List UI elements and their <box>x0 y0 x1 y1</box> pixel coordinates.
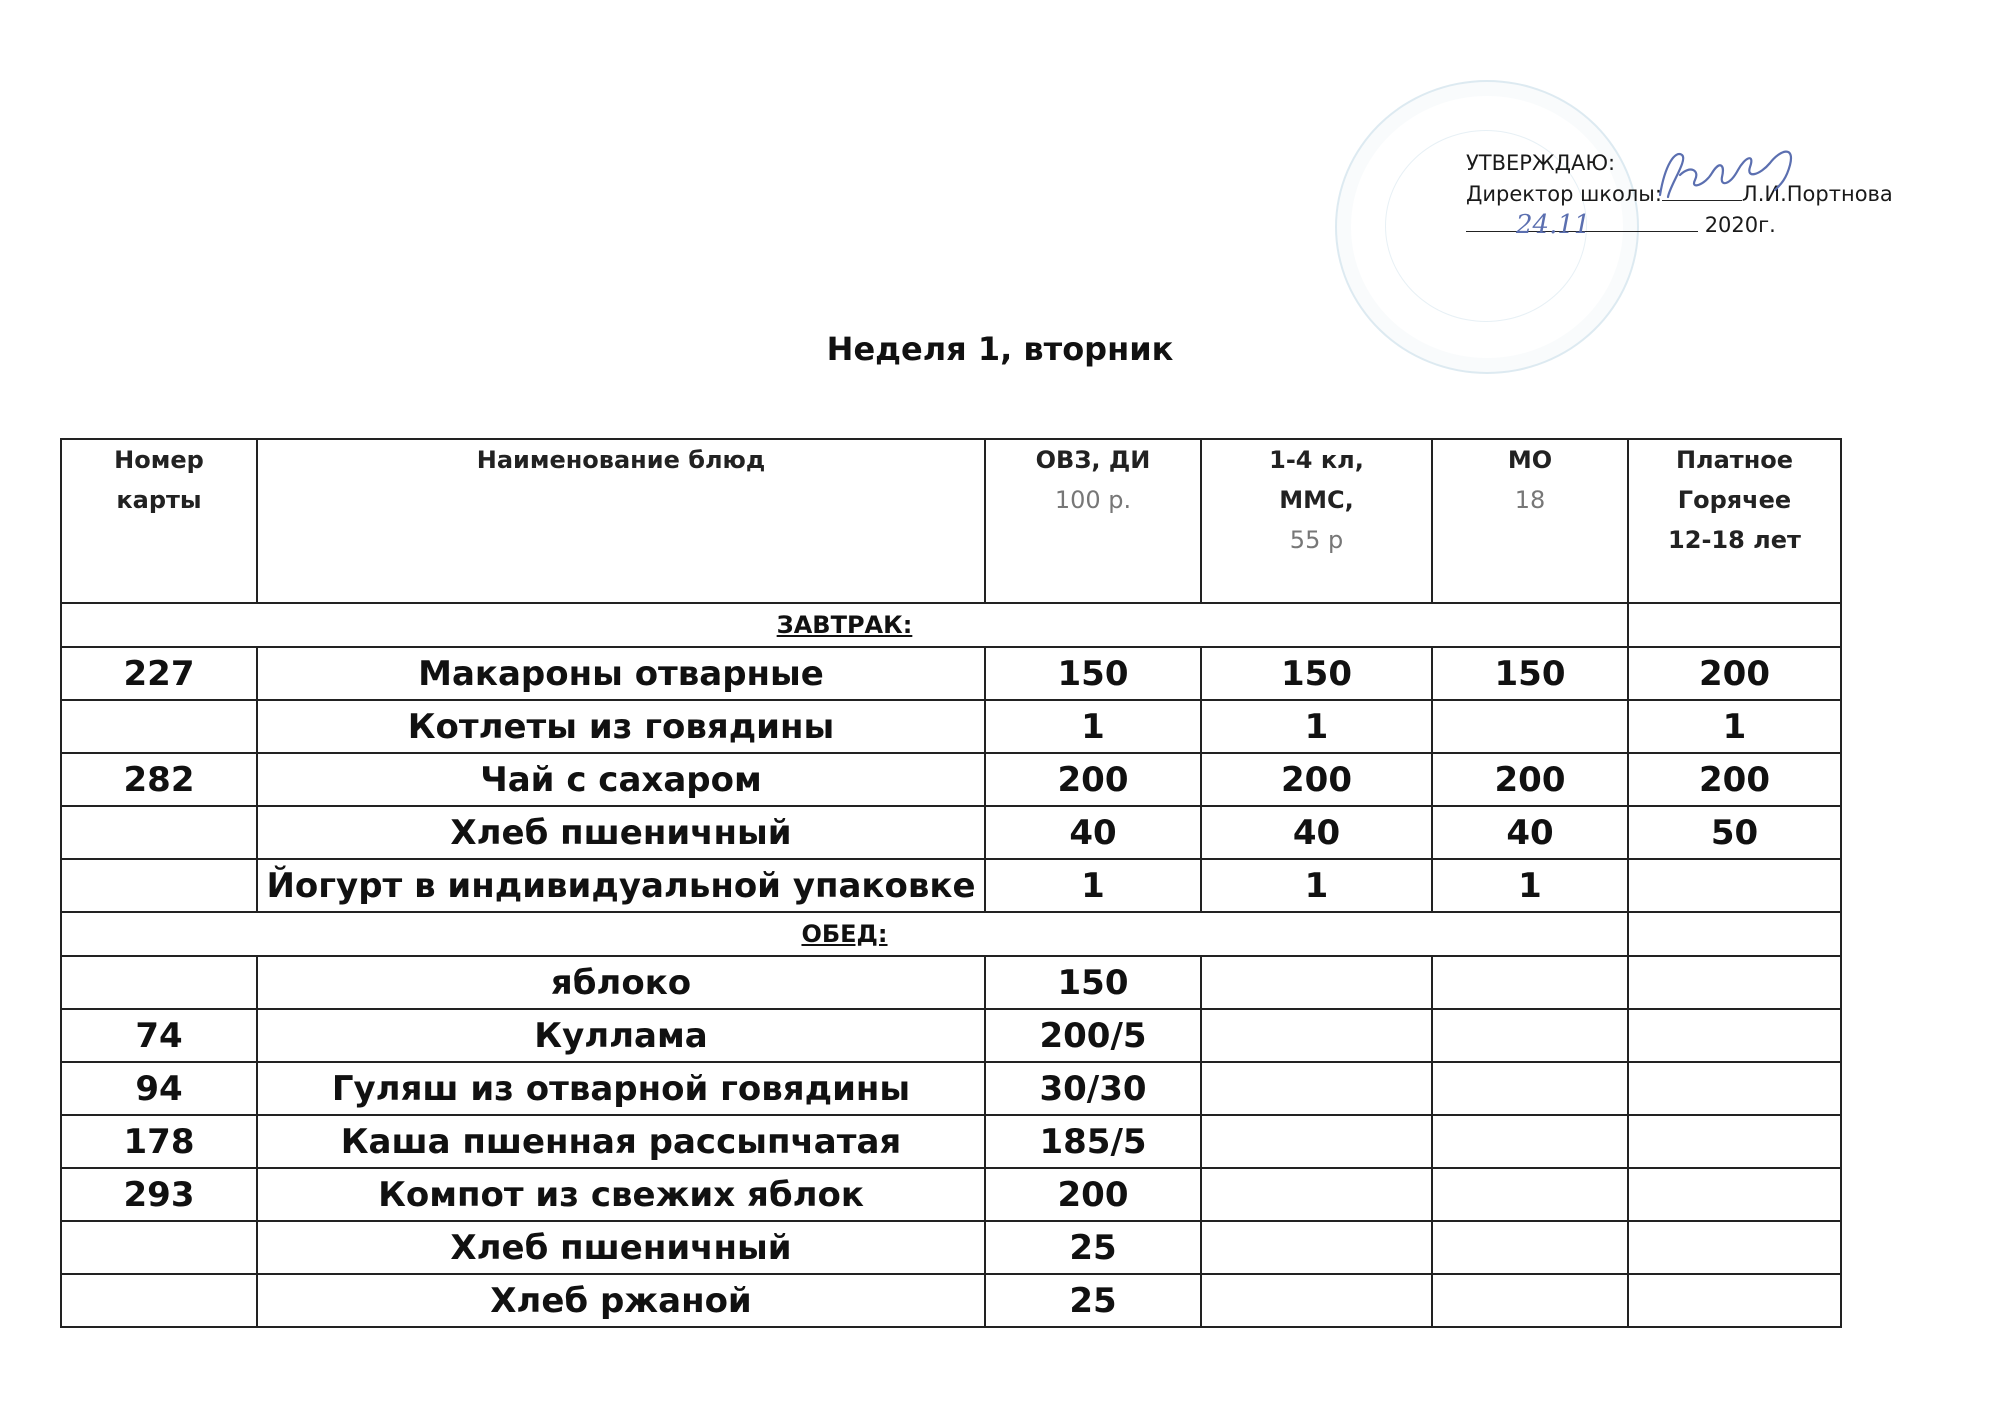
cell-name: Компот из свежих яблок <box>257 1168 985 1221</box>
cell-card <box>61 1221 257 1274</box>
cell-paid <box>1628 1009 1841 1062</box>
col-header-card: Номер карты <box>61 439 257 603</box>
cell-name: Каша пшенная рассыпчатая <box>257 1115 985 1168</box>
cell-mo <box>1432 1274 1628 1327</box>
cell-card <box>61 859 257 912</box>
col-header-paid: Платное Горячее 12-18 лет <box>1628 439 1841 603</box>
cell-mo <box>1432 1221 1628 1274</box>
cell-paid <box>1628 1221 1841 1274</box>
cell-card: 227 <box>61 647 257 700</box>
cell-name: Хлеб ржаной <box>257 1274 985 1327</box>
cell-mo: 1 <box>1432 859 1628 912</box>
cell-kl <box>1201 1221 1432 1274</box>
table-row <box>61 859 1841 912</box>
director-label: Директор школы: <box>1466 182 1662 206</box>
cell-kl <box>1201 1062 1432 1115</box>
section-row <box>61 912 1841 956</box>
cell-ovz: 25 <box>985 1221 1201 1274</box>
cell-kl: 40 <box>1201 806 1432 859</box>
col-header-mo: МО 18 <box>1432 439 1628 603</box>
cell-ovz: 150 <box>985 647 1201 700</box>
cell-paid <box>1628 1274 1841 1327</box>
cell-kl: 1 <box>1201 700 1432 753</box>
col-header-name: Наименование блюд <box>257 439 985 603</box>
cell-card: 74 <box>61 1009 257 1062</box>
col-header-kl: 1-4 кл, ММС, 55 р <box>1201 439 1432 603</box>
cell-name: Котлеты из говядины <box>257 700 985 753</box>
cell-name: Макароны отварные <box>257 647 985 700</box>
section-title: ОБЕД: <box>801 920 888 948</box>
cell-kl <box>1201 1168 1432 1221</box>
cell-mo: 150 <box>1432 647 1628 700</box>
cell-name: Чай с сахаром <box>257 753 985 806</box>
signature-image <box>1630 135 1830 215</box>
section-empty-cell <box>1628 603 1841 647</box>
cell-kl <box>1201 956 1432 1009</box>
table-row <box>61 1168 1841 1221</box>
cell-paid: 200 <box>1628 647 1841 700</box>
cell-paid: 200 <box>1628 753 1841 806</box>
cell-card: 293 <box>61 1168 257 1221</box>
cell-paid <box>1628 859 1841 912</box>
page-title: Неделя 1, вторник <box>826 330 1174 368</box>
cell-kl <box>1201 1009 1432 1062</box>
cell-ovz: 30/30 <box>985 1062 1201 1115</box>
cell-mo <box>1432 1062 1628 1115</box>
cell-card <box>61 956 257 1009</box>
cell-kl <box>1201 1115 1432 1168</box>
section-title-cell <box>61 603 1628 647</box>
cell-name: Хлеб пшеничный <box>257 1221 985 1274</box>
section-title-cell <box>61 912 1628 956</box>
cell-name: Хлеб пшеничный <box>257 806 985 859</box>
cell-name: Йогурт в индивидуальной упаковке <box>257 859 985 912</box>
table-row <box>61 956 1841 1009</box>
cell-mo <box>1432 1168 1628 1221</box>
cell-kl: 1 <box>1201 859 1432 912</box>
cell-card <box>61 1274 257 1327</box>
section-row <box>61 603 1841 647</box>
cell-paid: 1 <box>1628 700 1841 753</box>
cell-ovz: 200 <box>985 1168 1201 1221</box>
cell-ovz: 1 <box>985 859 1201 912</box>
table-row <box>61 1115 1841 1168</box>
table-header-row <box>61 439 1841 603</box>
cell-card <box>61 700 257 753</box>
table-row <box>61 647 1841 700</box>
cell-ovz: 150 <box>985 956 1201 1009</box>
approval-heading: УТВЕРЖДАЮ: <box>1466 151 1616 175</box>
cell-name: Куллама <box>257 1009 985 1062</box>
cell-mo <box>1432 1115 1628 1168</box>
cell-name: Гуляш из отварной говядины <box>257 1062 985 1115</box>
cell-card: 282 <box>61 753 257 806</box>
cell-kl <box>1201 1274 1432 1327</box>
table-row <box>61 1062 1841 1115</box>
approval-year: 2020г. <box>1704 213 1776 237</box>
cell-card <box>61 806 257 859</box>
cell-kl: 150 <box>1201 647 1432 700</box>
cell-paid <box>1628 1168 1841 1221</box>
table-row <box>61 806 1841 859</box>
cell-ovz: 200/5 <box>985 1009 1201 1062</box>
cell-ovz: 40 <box>985 806 1201 859</box>
cell-mo <box>1432 1009 1628 1062</box>
cell-ovz: 185/5 <box>985 1115 1201 1168</box>
table-row <box>61 753 1841 806</box>
cell-ovz: 1 <box>985 700 1201 753</box>
cell-kl: 200 <box>1201 753 1432 806</box>
col-header-ovz: ОВЗ, ДИ 100 р. <box>985 439 1201 603</box>
cell-mo <box>1432 956 1628 1009</box>
cell-mo <box>1432 700 1628 753</box>
cell-paid: 50 <box>1628 806 1841 859</box>
section-empty-cell <box>1628 912 1841 956</box>
cell-mo: 200 <box>1432 753 1628 806</box>
cell-paid <box>1628 1115 1841 1168</box>
table-row <box>61 700 1841 753</box>
menu-table <box>60 438 1842 1328</box>
cell-card: 94 <box>61 1062 257 1115</box>
table-row <box>61 1274 1841 1327</box>
svg-text:24.11: 24.11 <box>1516 210 1591 240</box>
cell-paid <box>1628 1062 1841 1115</box>
section-title: ЗАВТРАК: <box>776 611 913 639</box>
director-name: Л.И.Портнова <box>1741 182 1893 206</box>
cell-paid <box>1628 956 1841 1009</box>
cell-ovz: 25 <box>985 1274 1201 1327</box>
cell-name: яблоко <box>257 956 985 1009</box>
cell-card: 178 <box>61 1115 257 1168</box>
table-row <box>61 1221 1841 1274</box>
cell-ovz: 200 <box>985 753 1201 806</box>
table-row <box>61 1009 1841 1062</box>
cell-mo: 40 <box>1432 806 1628 859</box>
handwritten-date <box>1510 205 1630 245</box>
